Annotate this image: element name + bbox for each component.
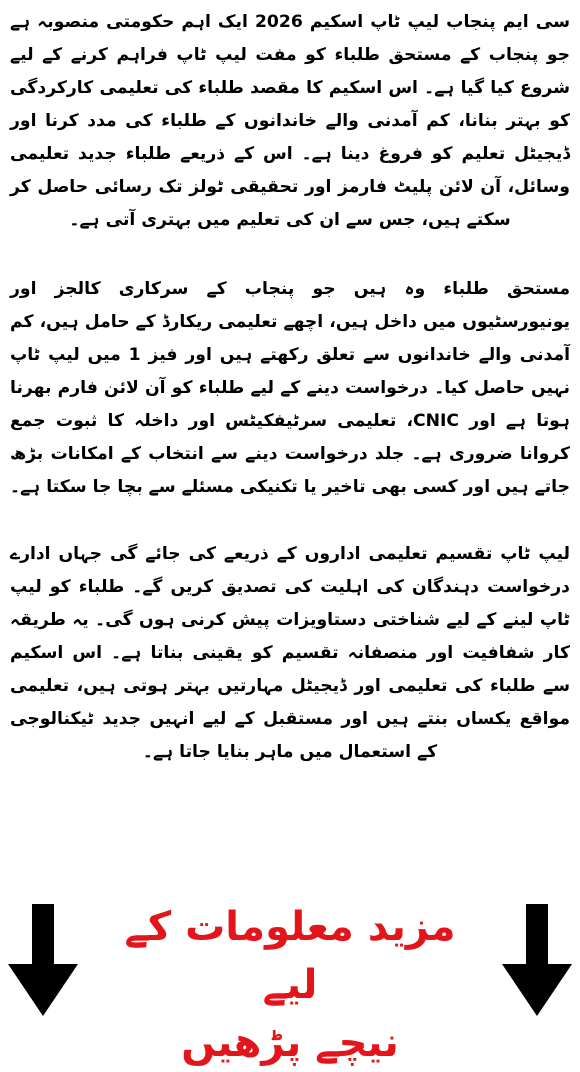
article-paragraph-3: لیپ ٹاپ تقسیم تعلیمی اداروں کے ذریعے کی جائے گی جہاں ادارے درخواست دہندگان کی اہلیت کی تصدیق کریں گے۔ طلباء کو لیپ ٹاپ لینے کے لیے شناختی دستاویزات پیش کرنی ہوں گی۔ یہ طریقہ کار شفافیت اور منصفانہ تقسیم کو یقینی بناتا ہے۔ اس اسکیم سے طلباء کی تعلیمی اور ڈیجیٹل مہارتیں بہتر ہوتی ہیں، تعلیمی مواقع یکساں بنتے ہیں اور مستقبل کے لیے انہیں جدید ٹیکنالوجی کے استعمال میں ماہر بنایا جاتا ہے۔ xyxy=(10,544,570,762)
read-more-line-2: نیچے پڑھیں xyxy=(181,1020,399,1066)
article-paragraph-1: سی ایم پنجاب لیپ ٹاپ اسکیم 2026 ایک اہم حکومتی منصوبہ ہے جو پنجاب کے مستحق طلباء کو مفت لیپ ٹاپ فراہم کرنے کے لیے شروع کیا گیا ہے۔ اس اسکیم کا مقصد طلباء کی تعلیمی کارکردگی کو بہتر بنانا، کم آمدنی والے خاندانوں کے طلباء کی مدد کرنا اور ڈیجیٹل تعلیم کو فروغ دینا ہے۔ اس کے ذریعے طلباء جدید تعلیمی وسائل، آن لائن پلیٹ فارمز اور تحقیقی ٹولز تک رسائی حاصل کر سکتے ہیں، جس سے ان کی تعلیم میں بہتری آتی ہے۔ xyxy=(10,12,570,230)
arrow-down-icon xyxy=(8,904,78,1016)
arrow-down-icon xyxy=(502,904,572,1016)
read-more-banner xyxy=(0,894,580,1066)
article xyxy=(10,6,570,769)
read-more-text xyxy=(95,898,485,1072)
article-paragraph-2: مستحق طلباء وہ ہیں جو پنجاب کے سرکاری کالجز اور یونیورسٹیوں میں داخل ہیں، اچھے تعلیمی ریکارڈ کے حامل ہیں، کم آمدنی والے خاندانوں سے تعلق رکھتے ہیں اور فیز 1 میں لیپ ٹاپ نہیں حاصل کیا۔ درخواست دینے کے لیے طلباء کو آن لائن فارم بھرنا ہوتا ہے اور CNIC، تعلیمی سرٹیفکیٹس اور داخلہ کا ثبوت جمع کروانا ضروری ہے۔ جلد درخواست دینے سے انتخاب کے امکانات بڑھ جاتے ہیں اور کسی بھی تاخیر یا تکنیکی مسئلے سے بچا جا سکتا ہے۔ xyxy=(10,279,571,497)
read-more-line-1: مزید معلومات کے لیے xyxy=(124,904,456,1008)
